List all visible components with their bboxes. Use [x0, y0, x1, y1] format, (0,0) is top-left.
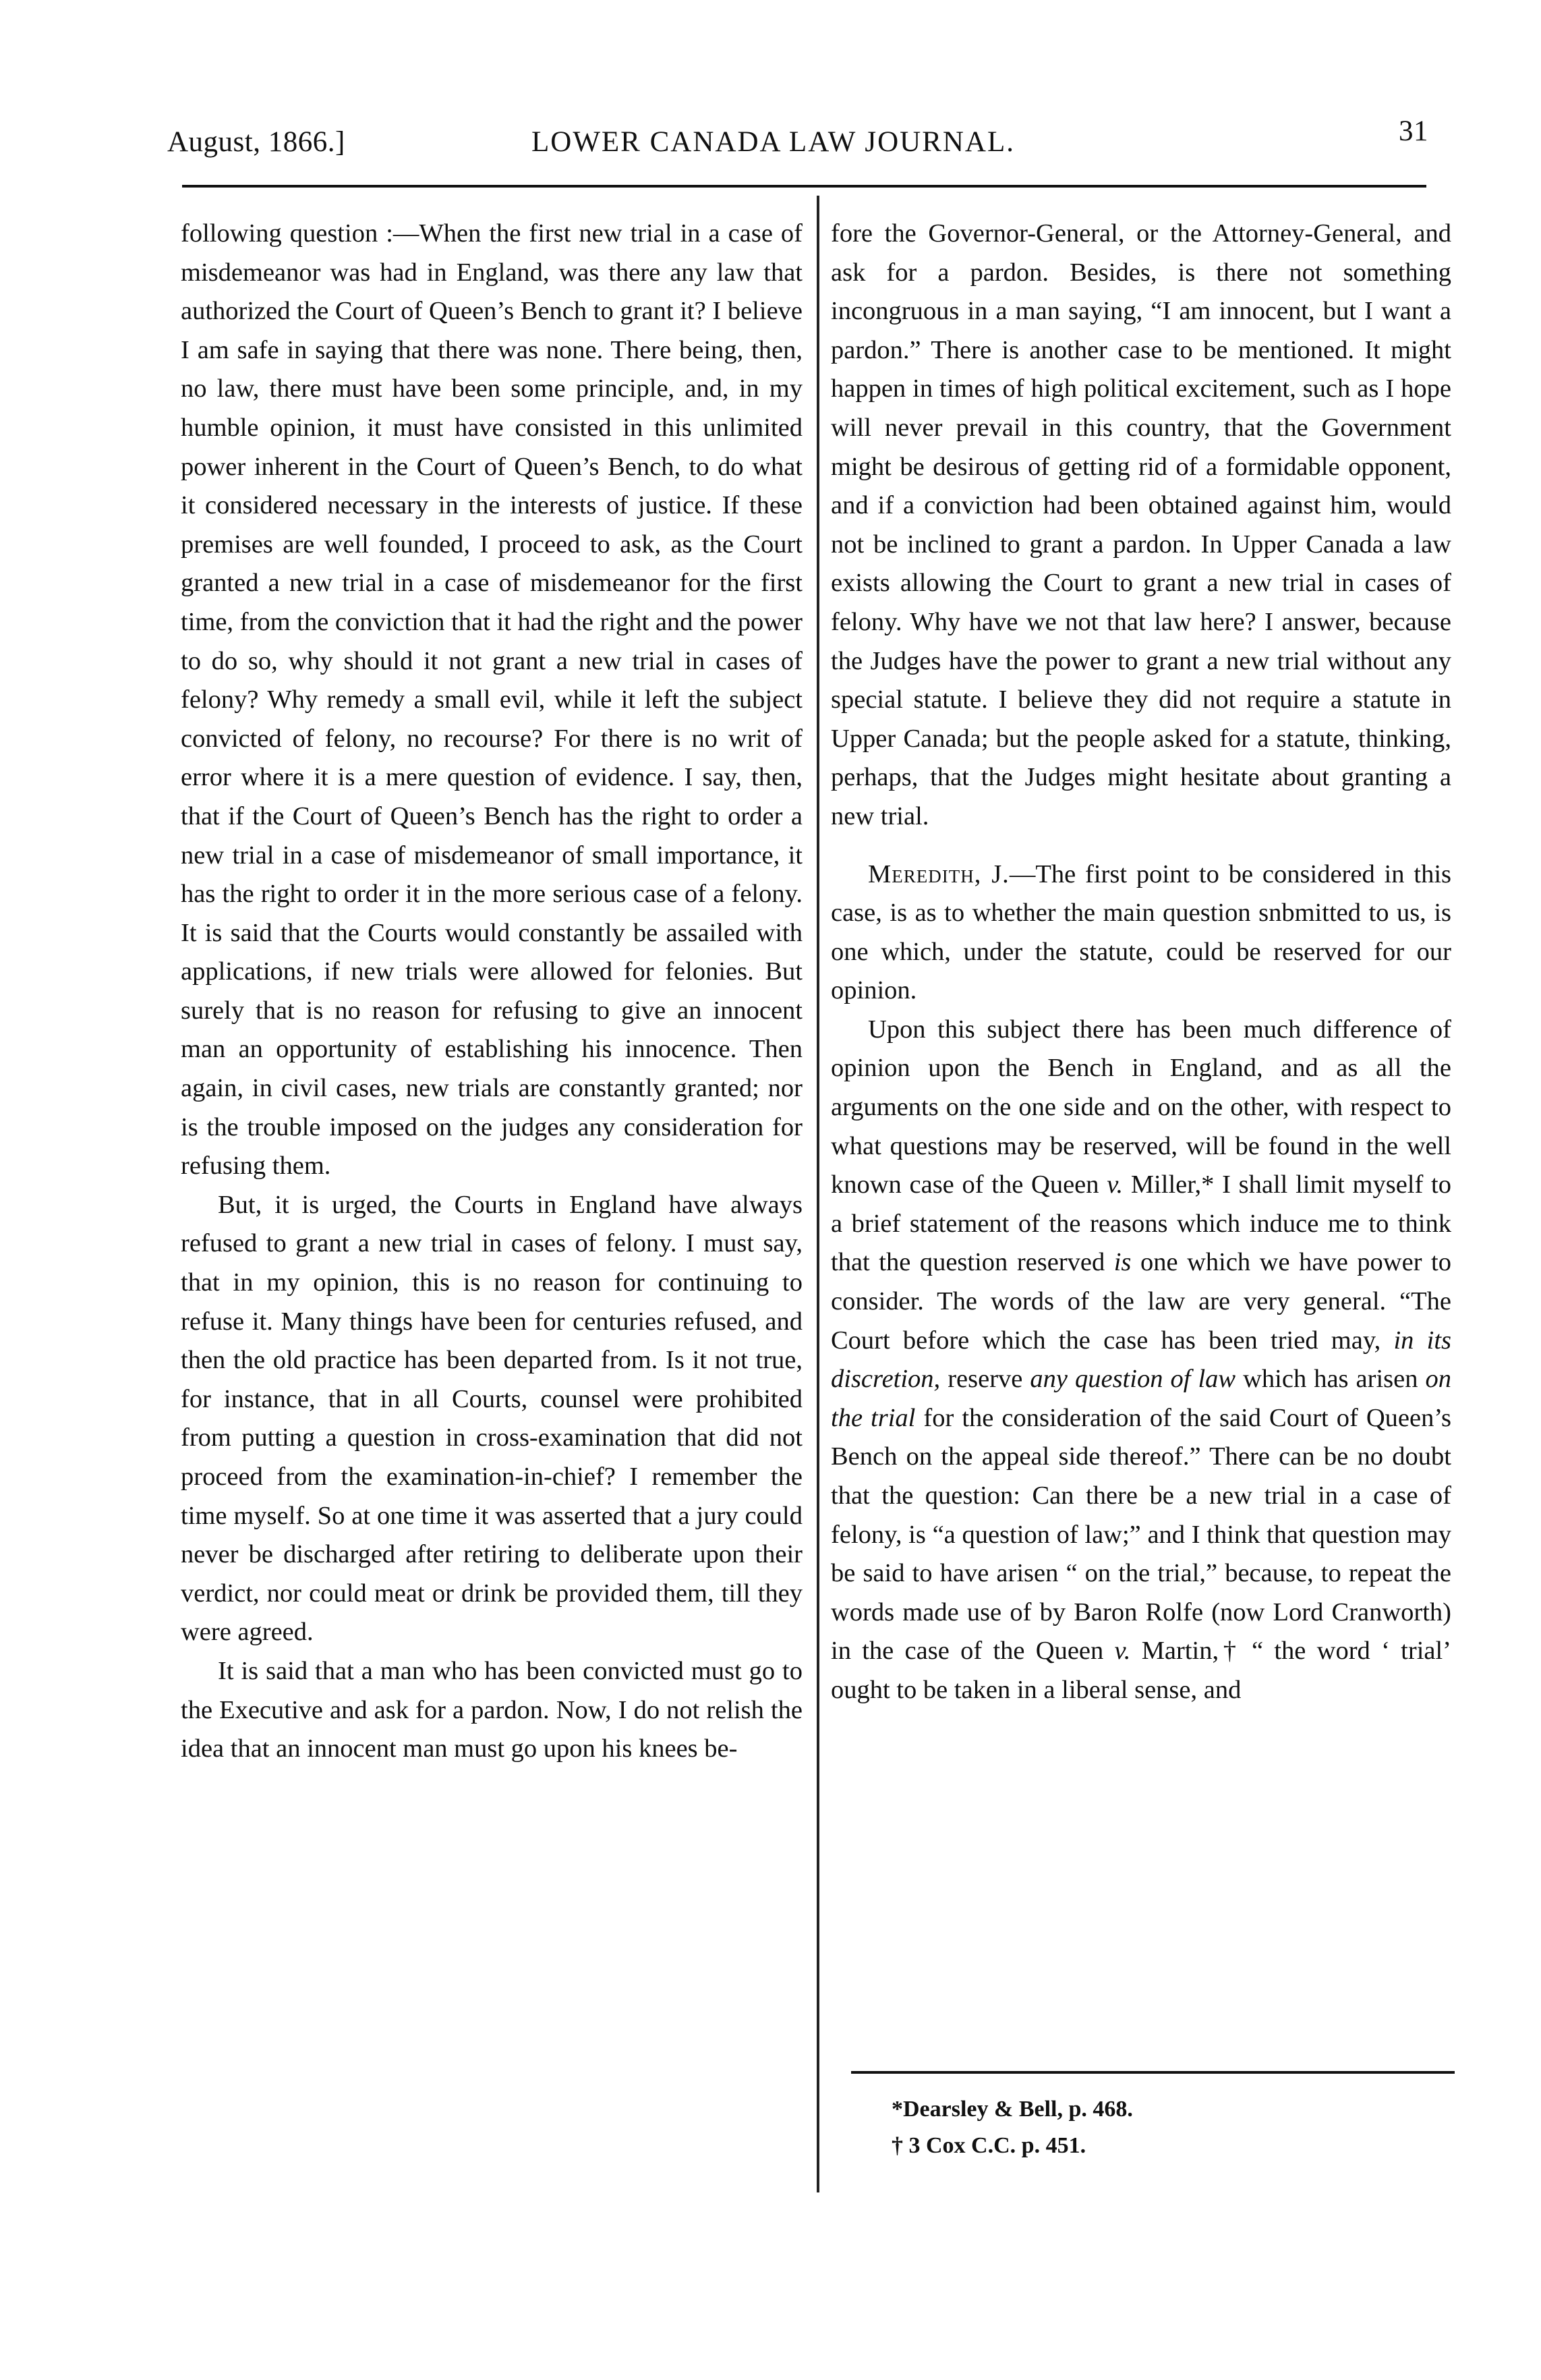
- header-rule: [182, 185, 1426, 188]
- left-paragraph: It is said that a man who has been convicted must go to the Executive and ask for a pardon. Now, I do not relish the idea that an innocent man must go upon his knees be-: [181, 1656, 803, 1763]
- footnotes: [892, 2091, 1133, 2164]
- right-paragraph: [831, 1011, 1451, 1710]
- right-column: [831, 215, 1451, 1710]
- text-run: one which we have power to consider. The words of the law are very general. “The Court before which the case has been tried may,: [831, 1248, 1451, 1355]
- text-run: for the consideration of the said Court of Queen’s Bench on the appeal side thereof.” There can be no doubt that the question: Can there be a new trial in a case of felony, is “a question of law;” and I think that question may be said to have arisen “ on the trial,” because, to repeat the words made use of by Baron Rolfe (now Lord Cranworth) in the case of the Queen: [831, 1403, 1451, 1666]
- paragraph-gap: [831, 837, 1451, 855]
- versus-abbr: v.: [1114, 1637, 1131, 1666]
- footnote: *Dearsley & Bell, p. 468.: [892, 2097, 1133, 2122]
- italic-phrase: on the trial: [831, 1365, 1452, 1432]
- issue-date: August, 1866.]: [167, 126, 345, 158]
- left-column: [181, 215, 803, 1769]
- left-paragraph: following question :—When the first new trial in a case of misdemeanor was had in England, was there any law that authorized the Court of Queen’s Bench to grant it? I believe I am safe in saying that there was none. There being, then, no law, there must have been some principle, and, in my humble opinion, it must have consisted in this unlimited power inherent in the Court of Queen’s Bench, to do what it considered necessary in the interests of justice. If these premises are well founded, I proceed to ask, as the Court granted a new trial in a case of misdemeanor for the first time, from the conviction that it had the right and the power to do so, why should it not grant a new trial in cases of felony? Why remedy a small evil, while it left the subject convicted of felony, no recourse? For there is no writ of error where it is a mere question of evidence. I say, then, that if the Court of Queen’s Bench has the right to order a new trial in a case of misdemeanor of small importance, it has the right to order it in the more serious case of a felony. It is said that the Courts would constantly be assailed with applications, if new trials were allowed for felonies. But surely that is no reason for refusing to give an innocent man an opportunity of establishing his innocence. Then again, in civil cases, new trials are constantly granted; nor is the trouble imposed on the judges any consideration for refusing them.: [181, 219, 803, 1181]
- text-run: which has arisen: [1235, 1365, 1426, 1394]
- italic-phrase: in its discretion,: [831, 1326, 1452, 1394]
- text-run: Martin,† “ the word ‘ trial’ ought to be taken in a liberal sense, and: [831, 1637, 1451, 1704]
- right-paragraph: fore the Governor-General, or the Attorney-General, and ask for a pardon. Besides, is there not something incongruous in a man saying, “I am innocent, but I want a pardon.” There is another case to be mentioned. It might happen in times of high political excitement, such as I hope will never prevail in this country, that the Government might be desirous of getting rid of a formidable opponent, and if a conviction had been obtained against him, would not be inclined to grant a pardon. In Upper Canada a law exists allowing the Court to grant a new trial in cases of felony. Why have we not that law here? I answer, because the Judges have the power to grant a new trial without any special statute. I believe they did not require a statute in Upper Canada; but the people asked for a statute, thinking, perhaps, that the Judges might hesitate about granting a new trial.: [831, 219, 1451, 830]
- footnote-rule: [851, 2071, 1455, 2074]
- running-header: [167, 115, 1428, 162]
- judge-name: Meredith, J.: [868, 859, 1010, 888]
- opinion-text: —The first point to be considered in this case, is as to whether the main question snbmitted to us, is one which, under the statute, could be reserved for our opinion.: [831, 859, 1451, 1005]
- left-paragraph: But, it is urged, the Courts in England have always refused to grant a new trial in cases of felony. I must say, that in my opinion, this is no reason for continuing to refuse it. Many things have been for centuries refused, and then the old practice has been departed from. Is it not true, for instance, that in all Courts, counsel were prohibited from putting a question in cross-examination that did not proceed from the examination-in-chief? I remember the time myself. So at one time it was asserted that a jury could never be discharged after retiring to deliberate upon their verdict, nor could meat or drink be provided them, till they were agreed.: [181, 1190, 803, 1647]
- page-number: 31: [1399, 115, 1428, 147]
- italic-phrase: any question of law: [1030, 1365, 1236, 1394]
- text-run: reserve: [940, 1365, 1030, 1394]
- versus-abbr: v.: [1107, 1170, 1124, 1199]
- meredith-opinion: [831, 855, 1451, 1011]
- italic-word: is: [1113, 1248, 1132, 1277]
- column-divider: [817, 196, 819, 2192]
- text-run: Miller,* I shall limit myself to a brief statement of the reasons which induce me to think that the question reserved: [831, 1170, 1451, 1277]
- journal-title: LOWER CANADA LAW JOURNAL.: [531, 126, 1016, 158]
- footnote: † 3 Cox C.C. p. 451.: [892, 2133, 1086, 2158]
- text-run: Upon this subject there has been much difference of opinion upon the Bench in England, and as all the arguments on the one side and on the other, with respect to what questions may be reserved, will be found in the well known case of the Queen: [831, 1015, 1451, 1199]
